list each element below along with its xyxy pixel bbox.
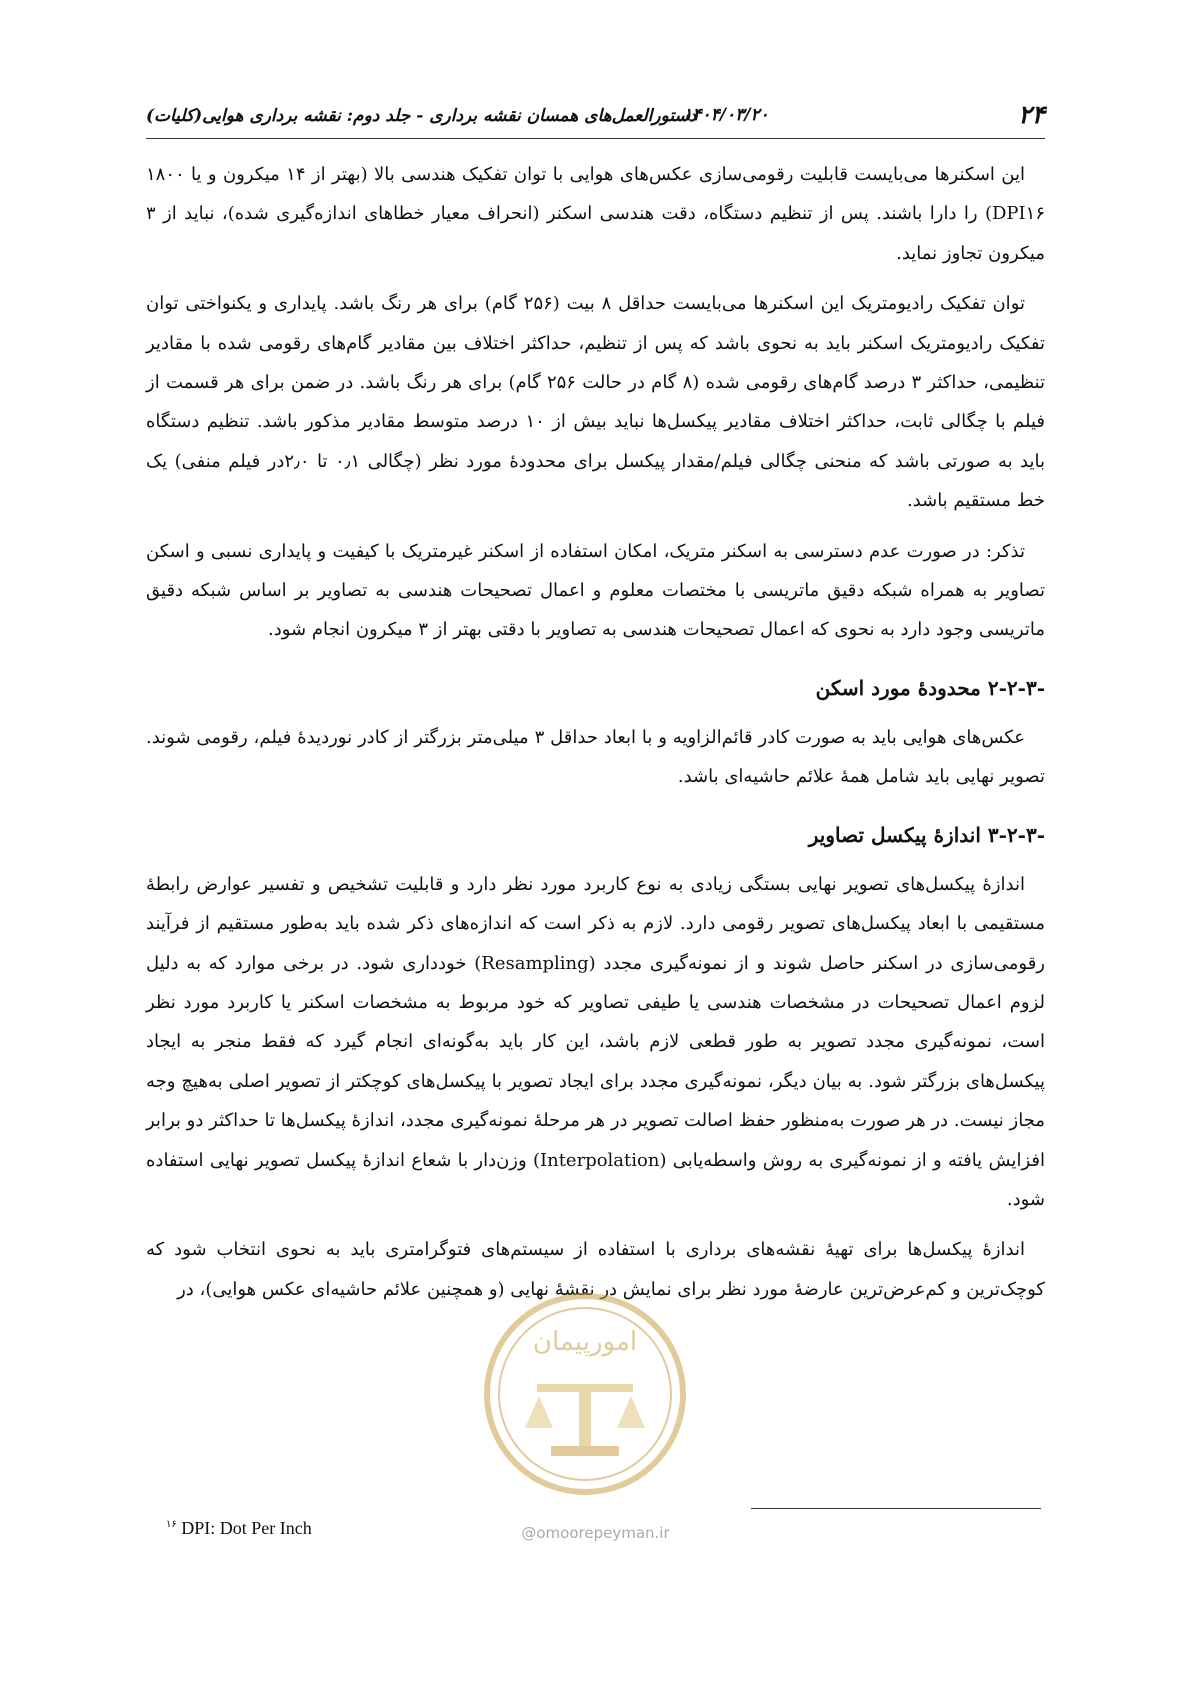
watermark-logo-text: امورپیمان: [532, 1327, 638, 1357]
page-body: [146, 155, 1045, 1320]
section-title: اندازۀ پیکسل تصاویر: [808, 822, 981, 847]
watermark-logo: [479, 1288, 691, 1500]
section-number: ۲-۲-۳-: [987, 675, 1045, 700]
scale-right-icon: [617, 1396, 645, 1428]
header-divider: [146, 138, 1045, 139]
paragraph-vector-maps: اندازۀ پیکسل‌ها برای تهیۀ نقشه‌های برداری با استفاده از سیستم‌های فتوگرامتری باید به نحوی انتخاب شود که کوچک‌ترین و کم‌عرض‌ترین عارضۀ مورد نظر برای نمایش در نقشۀ نهایی (و همچنین علائم حاشیه‌ای عکس هوایی)، در: [146, 1239, 1045, 1300]
header-date: ۱۴۰۴/۰۳/۲۰: [683, 105, 769, 125]
section-title: محدودۀ مورد اسکن: [815, 675, 981, 700]
watermark-pillar: [579, 1384, 591, 1446]
paragraph-pixel-size: اندازۀ پیکسل‌های تصویر نهایی بستگی زیادی به نوع کاربرد مورد نظر دارد و قابلیت تشخیص و تفسیر عوارض رابطۀ مستقیمی با ابعاد پیکسل‌های تصویر رقومی دارد. لازم به ذکر است که اندازه‌های ذکر شده باید به‌طور مستقیم از فرآیند رقومی‌سازی در اسکنر حاصل شوند و از نمونه‌گیری مجدد (Resampling) خودداری شود. در برخی موارد که به دلیل لزوم اعمال تصحیحات در مشخصات هندسی یا طیفی تصاویر که خود مربوط به مشخصات اسکنر یا کاربرد مورد نظر است، نمونه‌گیری مجدد تصویر به طور قطعی لازم باشد، این کار باید به‌گونه‌ای انجام گیرد که فقط منجر به ایجاد پیکسل‌های بزرگتر شود. به بیان دیگر، نمونه‌گیری مجدد برای ایجاد تصویر با پیکسل‌های کوچکتر از تصویر اصلی به‌هیچ وجه مجاز نیست. در هر صورت به‌منظور حفظ اصالت تصویر در هر مرحلۀ نمونه‌گیری مجدد، اندازۀ پیکسل‌ها تا حداکثر دو برابر افزایش یافته و از نمونه‌گیری به روش واسطه‌یابی (Interpolation) وزن‌دار با شعاع اندازۀ پیکسل تصویر نهایی استفاده شود.: [146, 873, 1046, 1210]
page-header: [146, 100, 1045, 134]
paragraph-scan-area: عکس‌های هوایی باید به صورت کادر قائم‌الزاویه و با ابعاد حداقل ۳ میلی‌متر بزرگتر از کادر نوردیدۀ فیلم، رقومی شوند. تصویر نهایی باید شامل همۀ علائم حاشیه‌ای باشد.: [146, 726, 1045, 788]
footnote: [166, 1518, 312, 1539]
footnote-text: DPI: Dot Per Inch: [181, 1518, 312, 1538]
paragraph-radiometric: توان تفکیک رادیومتریک این اسکنرها می‌بایست حداقل ۸ بیت (۲۵۶ گام) برای هر رنگ باشد. پایداری و یکنواختی توان تفکیک رادیومتریک اسکنر باید به نحوی باشد که پس از تنظیم، حداکثر اختلاف بین مقادیر گام‌های رقومی شده با مقادیر تنظیمی، حداکثر ۳ درصد گام‌های رقومی شده (۸ گام در حالت ۲۵۶ گام) برای هر رنگ باشد. در ضمن برای هر قسمت از فیلم با چگالی ثابت، حداکثر اختلاف مقادیر پیکسل‌ها نباید بیش از ۱۰ درصد متوسط مقادیر مذکور باشد. تنظیم دستگاه باید به صورتی باشد که منحنی چگالی فیلم/مقدار پیکسل برای محدودۀ مورد نظر (چگالی ۰٫۱ تا ۲٫۰در فیلم منفی) یک خط مستقیم باشد.: [146, 293, 1045, 512]
section-number: ۳-۲-۳-: [987, 822, 1045, 847]
section-heading-scan-area: [146, 671, 1045, 705]
section-heading-pixel-size: [146, 818, 1045, 852]
paragraph-note: تذکر: در صورت عدم دسترسی به اسکنر متریک، امکان استفاده از اسکنر غیرمتریک با کیفیت و پایداری نسبی و اسکن تصاویر به همراه شبکه دقیق ماتریسی با مختصات معلوم و اعمال تصحیحات هندسی به تصاویر بر اساس شبکه دقیق ماتریسی وجود دارد به نحوی که اعمال تصحیحات هندسی به تصاویر با دقتی بهتر از ۳ میکرون انجام شود.: [146, 540, 1045, 641]
paragraph-scanner-resolution: این اسکنرها می‌بایست قابلیت رقومی‌سازی عکس‌های هوایی با توان تفکیک هندسی بالا (بهتر از ۱۴ میکرون و یا ۱۸۰۰ DPI۱۶) را دارا باشند. پس از تنظیم دستگاه، دقت هندسی اسکنر (انحراف معیار خطاهای اندازه‌گیری شده)، نباید از ۳ میکرون تجاوز نماید.: [146, 164, 1045, 264]
scale-left-icon: [525, 1396, 553, 1428]
watermark-site: @omoorepeyman.ir: [521, 1524, 670, 1542]
page-number: ۲۴: [1018, 100, 1045, 129]
header-title: دستورالعمل‌های همسان نقشه برداری - جلد دوم: نقشه برداری هوایی(کلیات): [146, 106, 697, 126]
watermark-base: [551, 1446, 619, 1456]
footnote-divider: [751, 1508, 1041, 1509]
footnote-marker: ۱۶: [166, 1519, 177, 1530]
